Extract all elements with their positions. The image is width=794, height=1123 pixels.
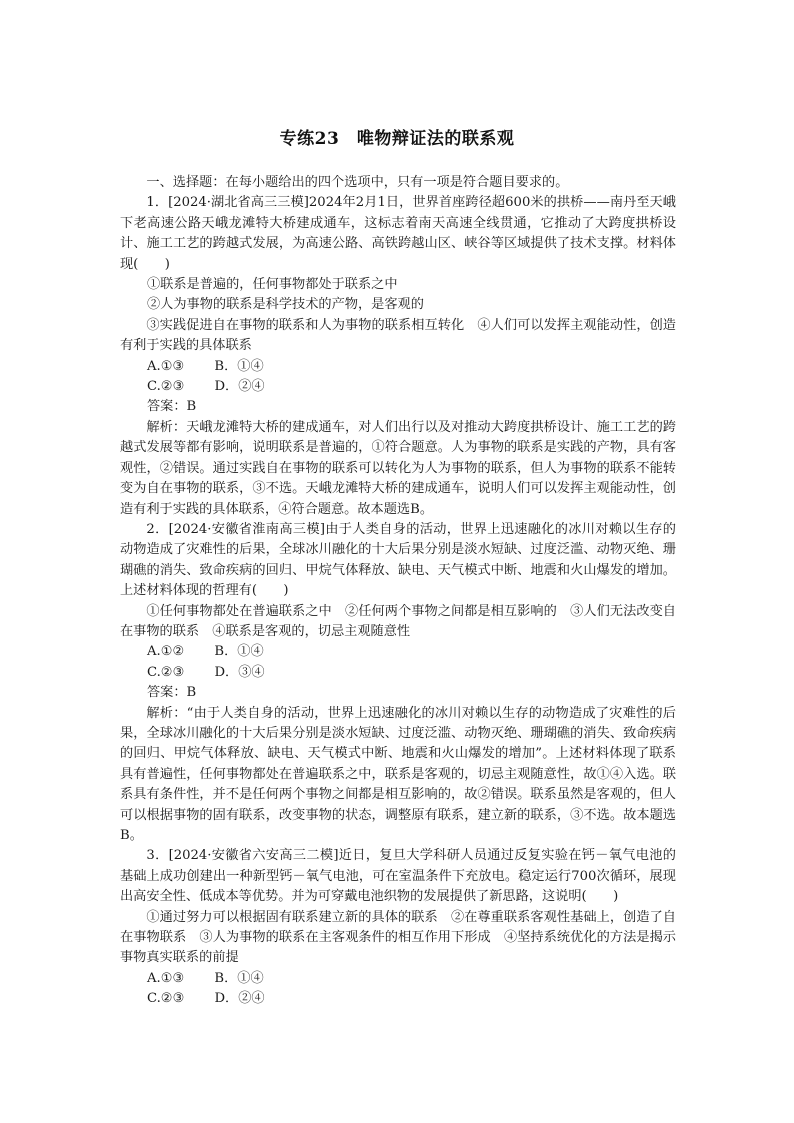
question-3-stem: 3．[2024·安徽省六安高三二模]近日，复旦大学科研人员通过反复实验在钙－氧气电池的基础上成功创建出一种新型钙－氧气电池，可在室温条件下充放电。稳定运行700次循环，展现出高安全性、低成本等优势。并为可穿戴电池织物的发展提供了新思路，这说明( ) xyxy=(120,848,676,905)
question-2-answer: 答案：B xyxy=(147,685,197,701)
option-a: A.①③ xyxy=(147,358,185,374)
option-d: D．③④ xyxy=(214,664,265,680)
question-1-item-3: ③实践促进自在事物的联系和人为事物的联系相互转化 ④人们可以发挥主观能动性，创造有利于实践的具体联系 xyxy=(120,317,676,354)
question-1-stem: 1．[2024·湖北省高三三模]2024年2月1日，世界首座跨径超600米的拱桥——南丹至天峨下老高速公路天峨龙滩特大桥建成通车，这标志着南天高速全线贯通，它推动了大跨度拱桥设计、施工工艺的跨越式发展，为高速公路、高铁跨越山区、峡谷等区域提供了技术支撑。材料体现( ) xyxy=(120,195,676,272)
option-b: B．①④ xyxy=(214,358,264,374)
question-3-options-row-1 xyxy=(120,969,676,989)
option-b: B．①④ xyxy=(214,644,264,660)
question-2-analysis: 解析：“由于人类自身的活动，世界上迅速融化的冰川对赖以生存的动物造成了灾难性的后果，全球冰川融化的十大后果分别是淡水短缺、过度泛滥、动物灭绝、珊瑚礁的消失、致命疾病的回归、甲烷气体释放、缺电、天气模式中断、地震和火山爆发的增加”。上述材料体现了联系具有普遍性，任何事物都处在普遍联系之中，联系是客观的，切忌主观随意性，故①④入选。联系具有条件性，并不是任何两个事物之间都是相互影响的，故②错误。联系虽然是客观的，但人可以根据事物的固有联系，改变事物的状态，调整原有联系，建立新的联系，③不选。故本题选B。 xyxy=(120,705,676,843)
question-2-stem: 2．[2024·安徽省淮南高三模]由于人类自身的活动，世界上迅速融化的冰川对赖以生存的动物造成了灾难性的后果，全球冰川融化的十大后果分别是淡水短缺、过度泛滥、动物灭绝、珊瑚礁的消失、致命疾病的回归、甲烷气体释放、缺电、天气模式中断、地震和火山爆发的增加。上述材料体现的哲理有( ) xyxy=(120,521,676,599)
question-1-answer: 答案：B xyxy=(147,399,197,415)
question-1-analysis: 解析：天峨龙滩特大桥的建成通车，对人们出行以及对推动大跨度拱桥设计、施工工艺的跨越式发展等都有影响，说明联系是普遍的，①符合题意。人为事物的联系是实践的产物，具有客观性，②错误。通过实践自在事物的联系可以转化为人为事物的联系，但人为事物的联系不能转变为自在事物的联系，③不选。天峨龙滩特大桥的建成通车，说明人们可以发挥主观能动性，创造有利于实践的具体联系，④符合题意。故本题选B。 xyxy=(120,419,676,517)
option-d: D．②④ xyxy=(214,379,265,395)
option-c: C.②③ xyxy=(147,664,185,680)
question-2-options-row-2 xyxy=(120,663,676,683)
question-3-options-row-2 xyxy=(120,989,676,1009)
option-b: B．①④ xyxy=(214,970,264,986)
option-a: A.①② xyxy=(147,644,185,660)
option-a: A.①③ xyxy=(147,970,185,986)
option-c: C.②③ xyxy=(147,379,185,395)
section-heading: 一、选择题：在每小题给出的四个选项中，只有一项是符合题目要求的。 xyxy=(146,175,569,190)
page-title: 专练23 唯物辩证法的联系观 xyxy=(279,129,515,149)
exercise-content xyxy=(120,173,676,1010)
question-1-options-row-2 xyxy=(120,377,676,397)
question-2-items: ①任何事物都处在普遍联系之中 ②任何两个事物之间都是相互影响的 ③人们无法改变自在事物的联系 ④联系是客观的，切忌主观随意性 xyxy=(120,603,676,639)
question-1-item-1: ①联系是普遍的，任何事物都处于联系之中 xyxy=(147,277,398,293)
question-1-options-row-1 xyxy=(120,357,676,377)
option-c: C.②③ xyxy=(147,991,185,1007)
option-d: D．②④ xyxy=(214,991,265,1007)
question-1-item-2: ②人为事物的联系是科学技术的产物，是客观的 xyxy=(147,297,424,313)
question-2-options-row-1 xyxy=(120,642,676,662)
question-3-items: ①通过努力可以根据固有联系建立新的具体的联系 ②在尊重联系客观性基础上，创造了自在事物联系 ③人为事物的联系在主客观条件的相互作用下形成 ④坚持系统优化的方法是揭示事物真实联系的前提 xyxy=(120,909,676,966)
